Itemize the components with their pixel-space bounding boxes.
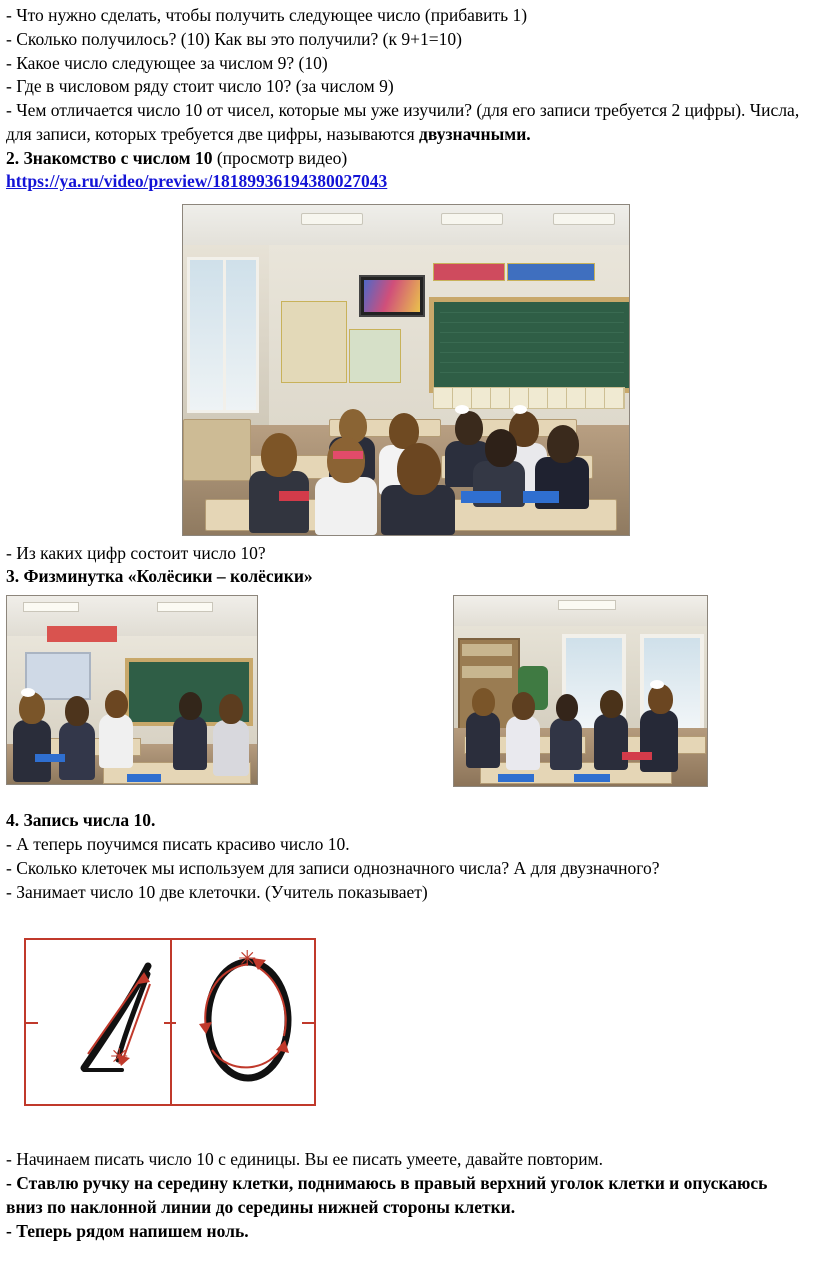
video-link-row bbox=[6, 171, 806, 192]
pupil-body bbox=[13, 720, 51, 782]
pupil-head bbox=[648, 684, 673, 714]
pupil-body bbox=[466, 712, 500, 768]
pupil-head bbox=[600, 690, 623, 718]
cabinet-shelf bbox=[462, 666, 512, 678]
photo-classroom-wide-wrapper bbox=[6, 204, 806, 536]
ceiling-lamp-icon bbox=[301, 213, 363, 225]
photo-row bbox=[6, 595, 806, 791]
pencil-case bbox=[333, 451, 363, 459]
text-run: - Чем отличается число 10 от чисел, которые мы уже изучили? (для его записи требуется 2 цифры). Числа, для записи, которых требуется две цифры, называются bbox=[6, 100, 804, 144]
book bbox=[498, 774, 534, 782]
text-line: - Сколько клеточек мы используем для записи однозначного числа? А для двузначного? bbox=[6, 857, 660, 878]
pupil-head bbox=[556, 694, 578, 721]
hair-bow bbox=[455, 405, 469, 414]
pupil-head bbox=[179, 692, 202, 720]
window bbox=[187, 257, 259, 413]
text-run-bold: двузначными. bbox=[419, 123, 531, 144]
book bbox=[35, 754, 65, 762]
side-desk bbox=[183, 419, 251, 481]
book bbox=[622, 752, 652, 760]
pupil-body bbox=[550, 718, 582, 770]
pupil-body bbox=[594, 714, 628, 770]
pupil-head bbox=[547, 425, 579, 463]
book bbox=[523, 491, 559, 503]
text-line: - Из каких цифр состоит число 10? bbox=[6, 542, 266, 563]
pupil-head bbox=[472, 688, 495, 716]
pupil-body bbox=[506, 716, 540, 770]
photo-classroom-window-side bbox=[453, 595, 708, 787]
text-line-bold: - Теперь рядом напишем ноль. bbox=[6, 1220, 249, 1241]
text-line-with-bold bbox=[6, 99, 806, 147]
pupil-body bbox=[59, 722, 95, 780]
section-heading-4: 4. Запись числа 10. bbox=[6, 810, 156, 831]
video-link[interactable]: https://ya.ru/video/preview/18189936194380027043 bbox=[6, 170, 388, 191]
copybook-wrapper bbox=[24, 938, 806, 1106]
pupil-body bbox=[315, 477, 377, 535]
section-heading-3: 3. Физминутка «Колёсики – колёсики» bbox=[6, 566, 313, 587]
cabinet-shelf bbox=[462, 644, 512, 656]
copybook-cells bbox=[24, 938, 316, 1106]
pupil-head bbox=[261, 433, 297, 477]
wall-poster-left bbox=[281, 301, 347, 383]
pupil-body bbox=[173, 716, 207, 770]
text-line-bold: - Ставлю ручку на середину клетки, поднимаюсь в правый верхний уголок клетки и опускаюсь вниз по наклонной линии до середины нижней стороны клетки. bbox=[6, 1173, 772, 1217]
wall-poster-mid bbox=[349, 329, 401, 383]
text-line: - Сколько получилось? (10) Как вы это получили? (к 9+1=10) bbox=[6, 28, 462, 49]
book bbox=[574, 774, 610, 782]
pupil-body bbox=[99, 714, 133, 768]
tv-picture bbox=[364, 280, 420, 312]
poster bbox=[507, 263, 595, 281]
book bbox=[127, 774, 161, 782]
pupil-body bbox=[249, 471, 309, 533]
pupil-head bbox=[327, 437, 365, 483]
chalkboard-surface bbox=[440, 308, 624, 382]
pupil-body bbox=[640, 710, 678, 772]
chalkboard bbox=[429, 297, 630, 393]
section-2-title: 2. Знакомство с числом 10 bbox=[6, 147, 213, 168]
section-heading-2 bbox=[6, 147, 806, 171]
photo-classroom-wide bbox=[182, 204, 630, 536]
pupil-head bbox=[105, 690, 128, 718]
tv-screen bbox=[359, 275, 425, 317]
book bbox=[279, 491, 309, 501]
pupil-head bbox=[219, 694, 243, 724]
book bbox=[461, 491, 501, 503]
text-line: - Занимает число 10 две клеточки. (Учитель показывает) bbox=[6, 881, 428, 902]
text-line: - Начинаем писать число 10 с единицы. Вы ее писать умеете, давайте повторим. bbox=[6, 1149, 604, 1170]
digit-strokes bbox=[26, 940, 318, 1108]
ceiling-lamp-icon bbox=[23, 602, 79, 612]
ceiling-lamp-icon bbox=[553, 213, 615, 225]
text-line: - А теперь поучимся писать красиво число 10. bbox=[6, 833, 350, 854]
pupil-head bbox=[485, 429, 517, 467]
text-line: - Где в числовом ряду стоит число 10? (за числом 9) bbox=[6, 76, 394, 97]
text-line: - Какое число следующее за числом 9? (10) bbox=[6, 52, 328, 73]
pupil-head bbox=[455, 411, 483, 445]
second-marker-icon: ✳ bbox=[238, 946, 257, 972]
pupil-head bbox=[65, 696, 89, 726]
pupil-head bbox=[19, 692, 45, 724]
hair-bow bbox=[513, 405, 527, 414]
start-marker-icon: ✳ bbox=[110, 1044, 129, 1070]
ceiling-lamp-icon bbox=[441, 213, 503, 225]
photo-classroom-exercise bbox=[6, 595, 258, 785]
pupil-head bbox=[512, 692, 535, 720]
poster bbox=[433, 263, 505, 281]
ceiling-lamp-icon bbox=[558, 600, 616, 610]
banner bbox=[47, 626, 117, 642]
pupil-body bbox=[213, 720, 249, 776]
text-line: - Что нужно сделать, чтобы получить следующее число (прибавить 1) bbox=[6, 5, 528, 25]
ceiling-lamp-icon bbox=[157, 602, 213, 612]
section-2-note: (просмотр видео) bbox=[212, 147, 348, 168]
pupil-head bbox=[397, 443, 441, 495]
